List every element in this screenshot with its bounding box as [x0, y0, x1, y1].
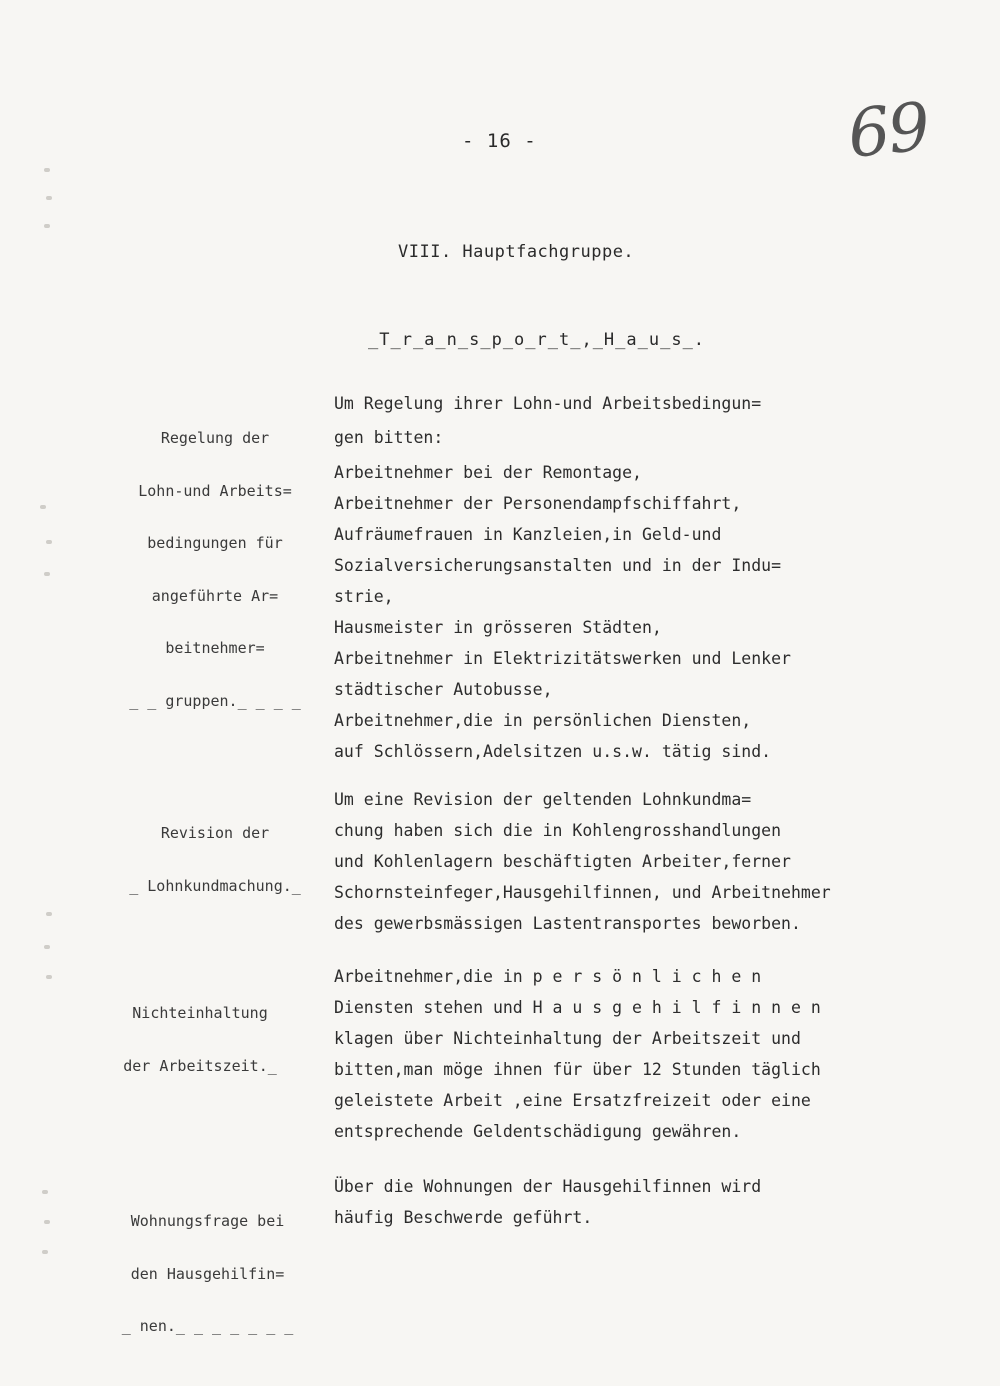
section-heading: VIII. Hauptfachgruppe. [398, 242, 635, 262]
punch-hole-mark [46, 912, 52, 916]
paragraph-line: und Kohlenlagern beschäftigten Arbeiter,ferner [334, 852, 791, 871]
margin-note-working-time [100, 970, 300, 1110]
paragraph-line: gen bitten: [334, 428, 444, 447]
paragraph-line: strie, [334, 587, 394, 606]
punch-hole-mark [42, 1250, 48, 1254]
paragraph-line: Arbeitnehmer,die in p e r s ö n l i c h e n [334, 967, 762, 986]
punch-hole-mark [46, 540, 52, 544]
punch-hole-mark [46, 975, 52, 979]
punch-hole-mark [46, 196, 52, 200]
punch-hole-mark [44, 572, 50, 576]
paragraph-line: Schornsteinfeger,Hausgehilfinnen, und Arbeitnehmer [334, 883, 831, 902]
paragraph-housing [334, 1171, 974, 1233]
paragraph-line: Aufräumefrauen in Kanzleien,in Geld-und [334, 525, 722, 544]
paragraph-line: Arbeitnehmer der Personendampfschiffahrt, [334, 494, 742, 513]
margin-note-line: den Hausgehilfin= [130, 1264, 285, 1283]
paragraph-working-time [334, 961, 974, 1147]
margin-note-line: _ nen._ _ _ _ _ _ _ [121, 1317, 294, 1335]
margin-note-line: angeführte Ar= [151, 586, 279, 605]
section-subtitle: _T_r_a_n_s_p_o_r_t_,_H_a_u_s_. [368, 330, 706, 350]
margin-note-line: bedingungen für [147, 534, 283, 552]
margin-note-line: der Arbeitszeit._ [123, 1056, 277, 1075]
margin-note-line: Regelung der [160, 429, 270, 447]
punch-hole-mark [44, 945, 50, 949]
margin-note-line: Revision der [160, 824, 270, 842]
margin-note-revision [100, 790, 330, 930]
paragraph-line: Hausmeister in grösseren Städten, [334, 618, 662, 637]
margin-note-line: beitnehmer= [165, 639, 265, 657]
paragraph-line: des gewerbsmässigen Lastentransportes beworben. [334, 914, 801, 933]
margin-note-line: Lohn-und Arbeits= [138, 481, 292, 500]
margin-note-line: _ Lohnkundmachung._ [129, 876, 301, 895]
paragraph-line: Diensten stehen und H a u s g e h i l f i n n e n [334, 998, 821, 1017]
paragraph-line: auf Schlössern,Adelsitzen u.s.w. tätig sind. [334, 742, 772, 761]
punch-hole-mark [44, 168, 50, 172]
paragraph-line: entsprechende Geldentschädigung gewähren. [334, 1122, 742, 1141]
paragraph-line: Über die Wohnungen der Hausgehilfinnen wird [334, 1177, 762, 1196]
margin-note-wage-regulation [100, 395, 330, 745]
margin-note-line: _ _ gruppen._ _ _ _ [129, 691, 301, 710]
paragraph-line: Arbeitnehmer bei der Remontage, [334, 463, 642, 482]
margin-note-line: Wohnungsfrage bei [130, 1212, 285, 1230]
paragraph-line: klagen über Nichteinhaltung der Arbeitszeit und [334, 1029, 801, 1048]
paragraph-line: geleistete Arbeit ,eine Ersatzfreizeit oder eine [334, 1091, 811, 1110]
paragraph-line: bitten,man möge ihnen für über 12 Stunden täglich [334, 1060, 821, 1079]
handwritten-folio-number: 69 [844, 88, 932, 173]
margin-note-line: Nichteinhaltung [132, 1004, 268, 1022]
paragraph-line: städtischer Autobusse, [334, 680, 553, 699]
paragraph-line: Um Regelung ihrer Lohn-und Arbeitsbedingun= [334, 394, 762, 413]
paragraph-line: Arbeitnehmer,die in persönlichen Diensten, [334, 711, 752, 730]
paragraph-line: Arbeitnehmer in Elektrizitätswerken und Lenker [334, 649, 791, 668]
paragraph-line: Um eine Revision der geltenden Lohnkundma= [334, 790, 752, 809]
paragraph-line: chung haben sich die in Kohlengrosshandlungen [334, 821, 782, 840]
paragraph-line: Sozialversicherungsanstalten und in der Indu= [334, 556, 782, 575]
punch-hole-mark [40, 505, 46, 509]
paragraph-wage-regulation [334, 388, 974, 767]
margin-note-housing [100, 1178, 315, 1371]
paragraph-revision [334, 784, 974, 939]
punch-hole-mark [42, 1190, 48, 1194]
page-number: - 16 - [462, 130, 537, 152]
punch-hole-mark [44, 224, 50, 228]
punch-hole-mark [44, 1220, 50, 1224]
paragraph-line: häufig Beschwerde geführt. [334, 1208, 593, 1227]
